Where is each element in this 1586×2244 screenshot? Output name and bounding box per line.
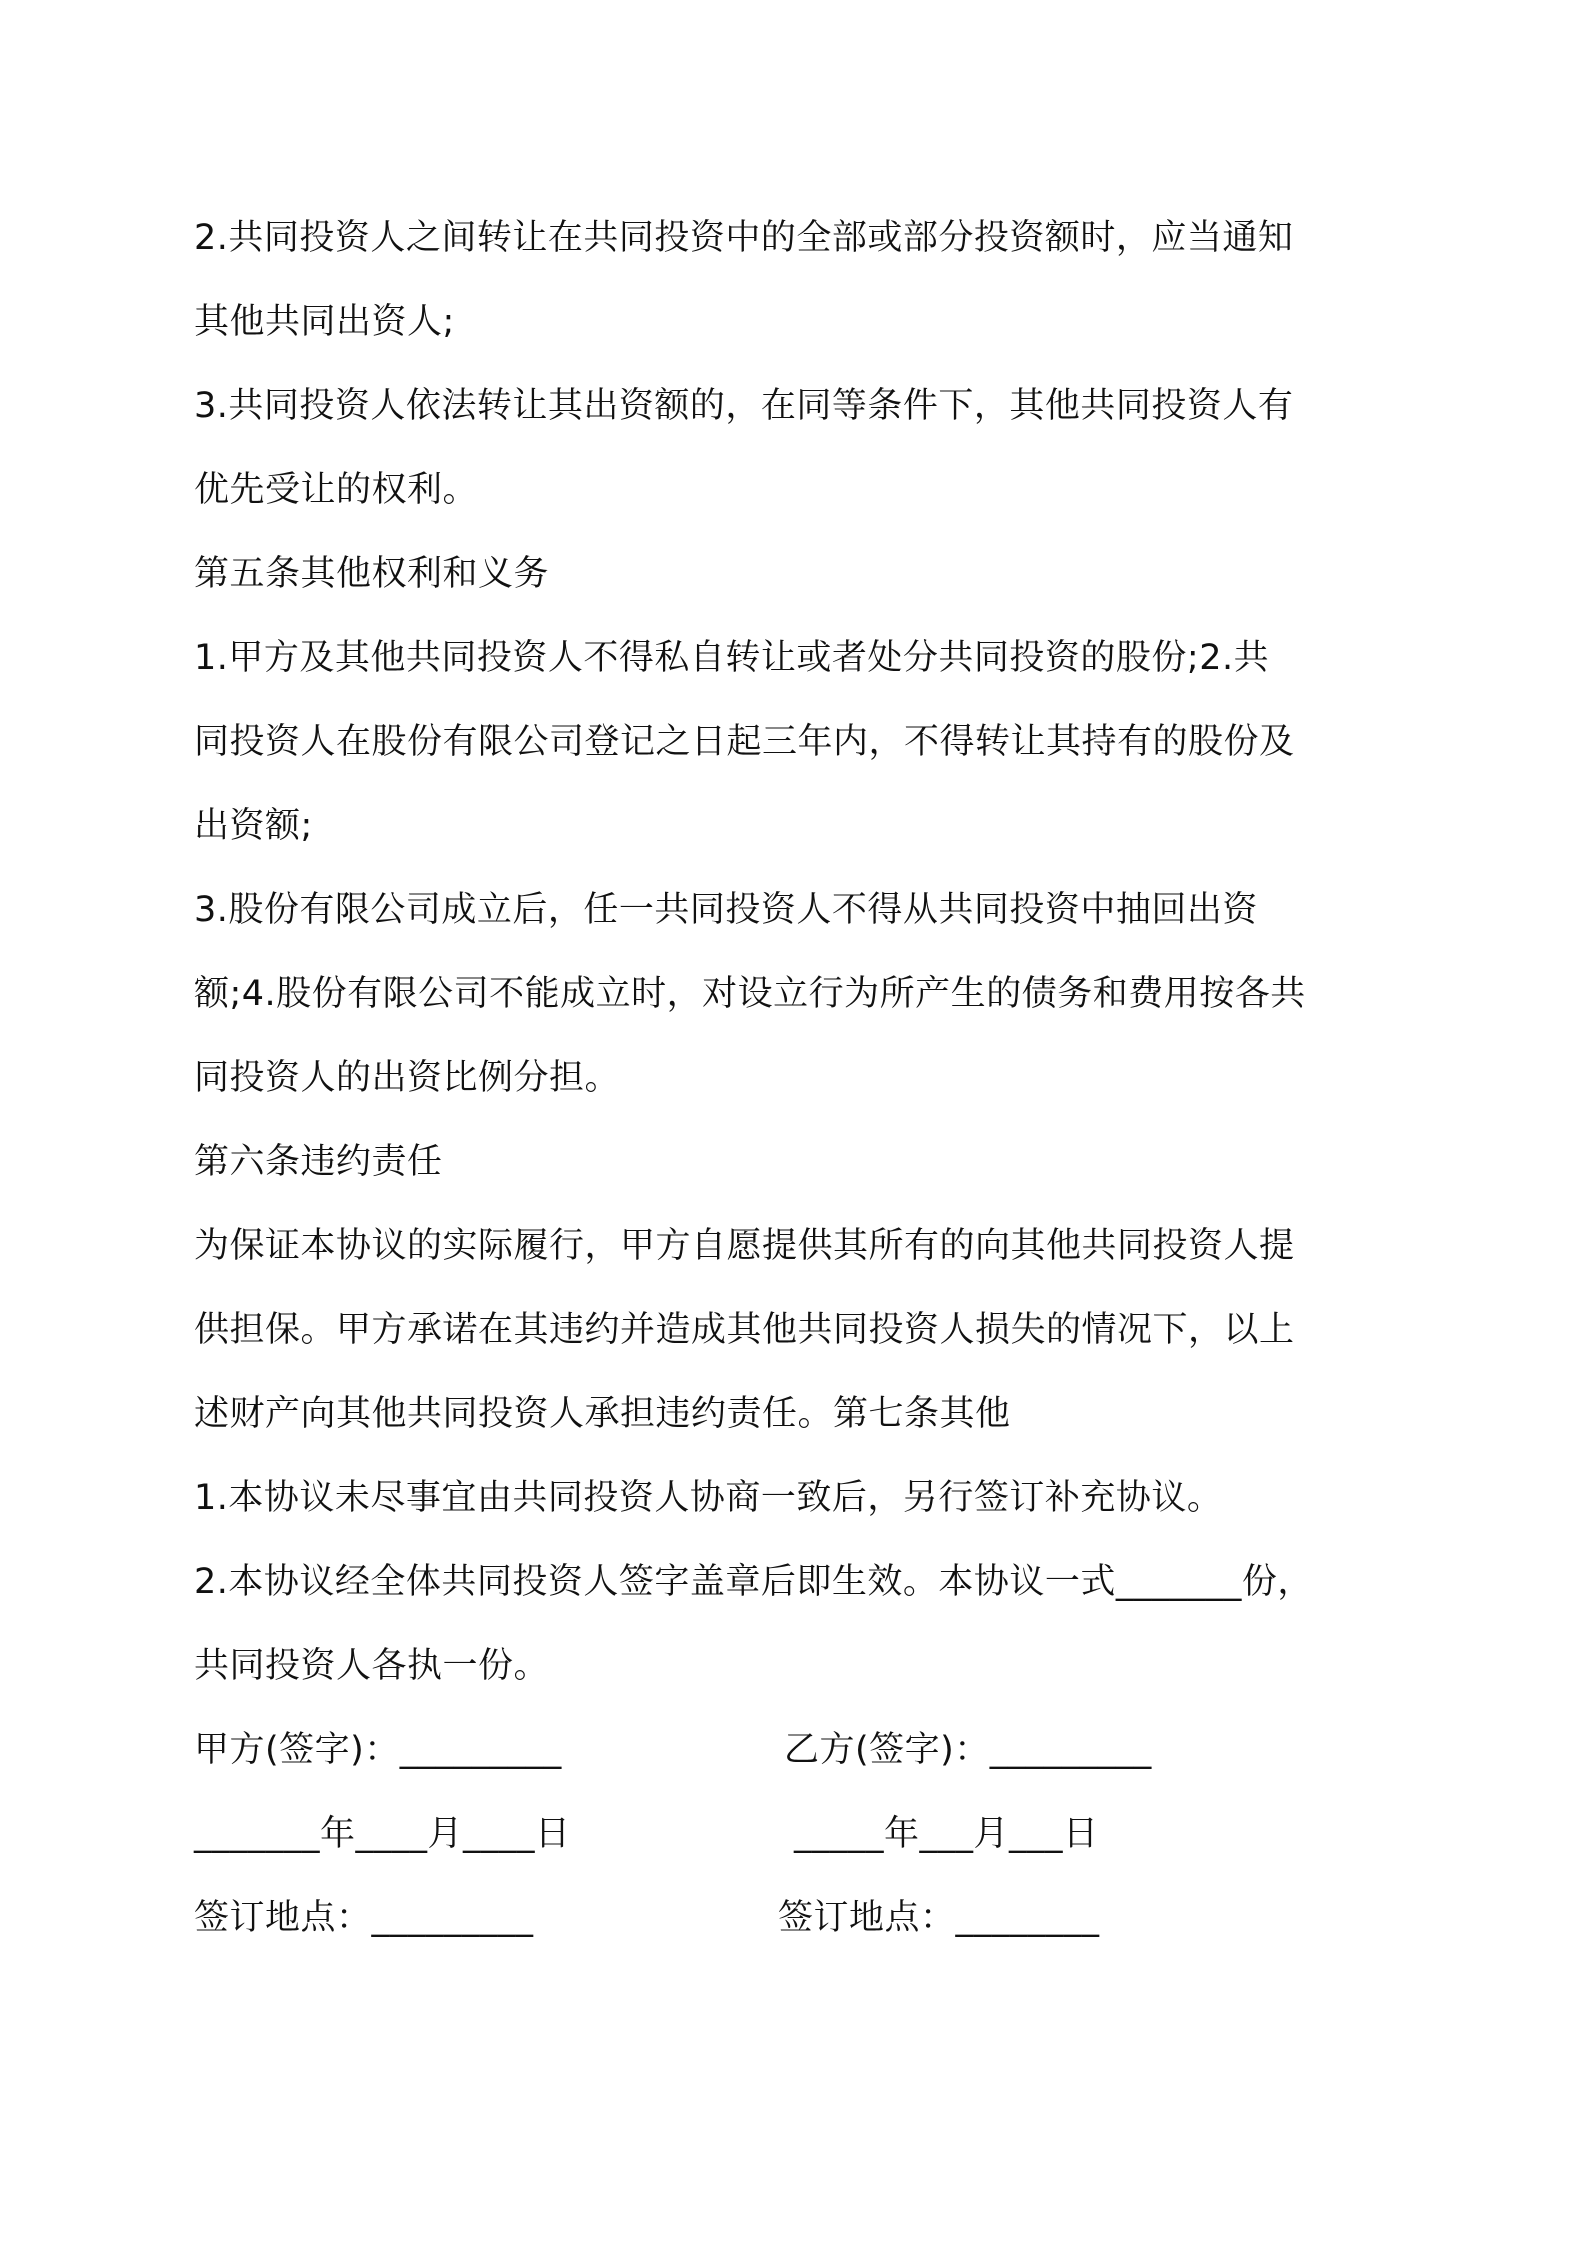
text-line: 同投资人的出资比例分担。 xyxy=(194,1058,621,1098)
text-line: 3.共同投资人依法转让其出资额的，在同等条件下，其他共同投资人有 xyxy=(194,386,1294,426)
text-line: 优先受让的权利。 xyxy=(194,470,479,510)
text-line: 其他共同出资人; xyxy=(194,302,455,342)
party-b-signature: 乙方(签字)：_________ xyxy=(784,1730,1152,1770)
signature-row xyxy=(194,1708,1404,1792)
text-line: 3.股份有限公司成立后，任一共同投资人不得从共同投资中抽回出资 xyxy=(194,890,1258,930)
party-b-place: 签订地点：________ xyxy=(778,1898,1100,1938)
text-line: 额;4.股份有限公司不能成立时，对设立行为所产生的债务和费用按各共 xyxy=(194,974,1306,1014)
text-line: 为保证本协议的实际履行，甲方自愿提供其所有的向其他共同投资人提 xyxy=(194,1226,1295,1266)
text-line: 出资额; xyxy=(194,806,313,846)
text-line: 共同投资人各执一份。 xyxy=(194,1646,550,1686)
party-a-signature: 甲方(签字)：_________ xyxy=(194,1730,562,1770)
date-row xyxy=(194,1792,1404,1876)
text-line: 供担保。甲方承诺在其违约并造成其他共同投资人损失的情况下，以上 xyxy=(194,1310,1295,1350)
section-heading-article-6: 第六条违约责任 xyxy=(194,1142,443,1182)
party-a-date: _______年____月____日 xyxy=(194,1814,571,1854)
text-line: 同投资人在股份有限公司登记之日起三年内，不得转让其持有的股份及 xyxy=(194,722,1295,762)
text-line: 述财产向其他共同投资人承担违约责任。第七条其他 xyxy=(194,1394,1011,1434)
document-body xyxy=(194,196,1404,1960)
place-row xyxy=(194,1876,1404,1960)
party-a-place: 签订地点：_________ xyxy=(194,1898,534,1938)
text-line: 1.本协议未尽事宜由共同投资人协商一致后，另行签订补充协议。 xyxy=(194,1478,1223,1518)
text-line: 2.本协议经全体共同投资人签字盖章后即生效。本协议一式_______份， xyxy=(194,1562,1313,1602)
section-heading-article-5: 第五条其他权利和义务 xyxy=(194,554,550,594)
text-line: 1.甲方及其他共同投资人不得私自转让或者处分共同投资的股份;2.共 xyxy=(194,638,1270,678)
party-b-date: _____年___月___日 xyxy=(794,1814,1099,1854)
text-line: 2.共同投资人之间转让在共同投资中的全部或部分投资额时，应当通知 xyxy=(194,218,1294,258)
